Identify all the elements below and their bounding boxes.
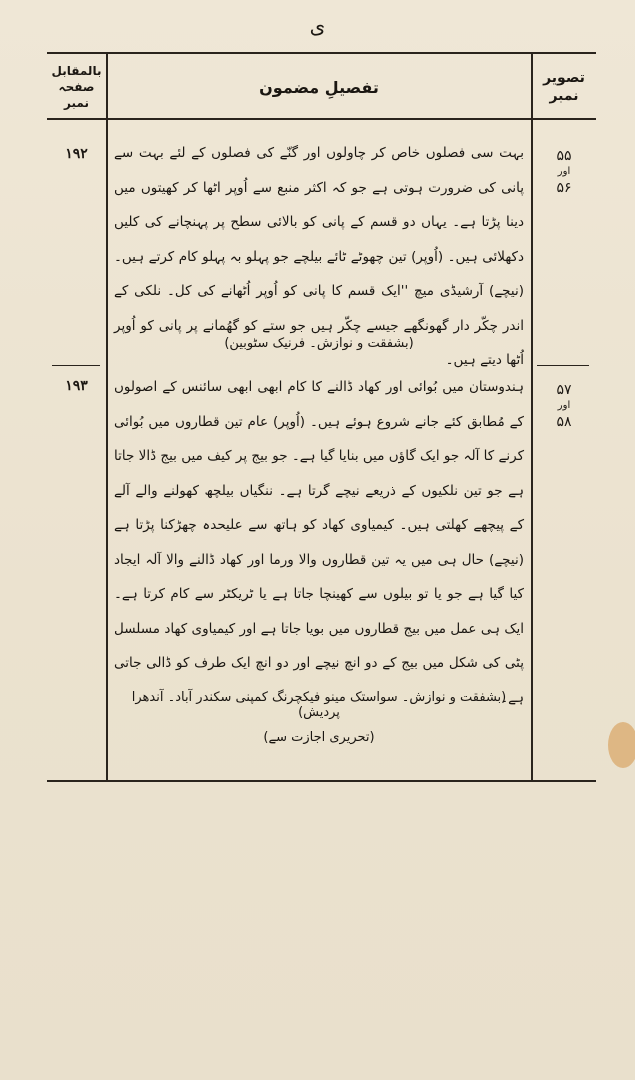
entry-1-figure-number: [533, 146, 595, 198]
header-figure-number: تصویر نمبر: [543, 70, 585, 104]
entry-2-permission: (تحریری اجازت سے): [263, 730, 375, 745]
table-left-divider: [106, 52, 108, 782]
entry-1-description: بہت سی فصلوں خاص کر چاولوں اور گنّے کی فصلوں کے لئے بہت سے پانی کی ضرورت ہوتی ہے جو کہ اکثر منبع سے اُوپر اٹھا کر کھیتوں میں دینا پڑتا ہے۔ یہاں دو قسم کے پانی کو بالائی سطح پر پہنچانے کی کلیں دکھلائی ہیں۔ (اُوپر) تین چھوٹے ٹائے بیلچے جو پہلو بہ پہلو کام کرتے ہیں۔ (نیچے) آرشیڈی میچ ''ایک قسم کا پانی کو اُوپر اُٹھانے کی کل۔ نلکی کے اندر چکّر دار گھونگھے جیسے چکّر ہیں جو ستے کو گھُمانے پر پانی کو اُوپر اُٹھا دیتے ہیں۔: [114, 145, 524, 368]
paper-stain: [608, 722, 635, 768]
entry-2-figure-connector: اور: [557, 400, 571, 411]
entry-2-figure-number: [533, 380, 595, 432]
entry-1-figure-first: ۵۵: [556, 148, 572, 164]
entry-2-figure-second: ۵۸: [556, 414, 572, 430]
entry-2-credit: (بشفقت و نوازش۔ سواستک مینو فیکچرنگ کمپنی سکندر آباد۔ آندھرا پردیش): [131, 690, 507, 720]
entry-2-figure-first: ۵۷: [556, 382, 572, 398]
table-header-rule: [47, 118, 596, 120]
entry-1-figure-second: ۵۶: [556, 180, 572, 196]
header-facing-page: بالمقابل صفحہ نمبر: [51, 64, 102, 110]
table-bottom-rule: [47, 780, 596, 782]
entry-1-facing-page: ۱۹۲: [65, 146, 88, 162]
entry-2-description: ہندوستان میں بُوائی اور کھاد ڈالنے کا کام ابھی ابھی سائنس کے اصولوں کے مُطابق کئے جانے شروع ہوئے ہیں۔ (اُوپر) عام تین قطاروں میں بُوائی کرنے کا آلہ جو ایک گاؤں میں بنایا گیا ہے۔ جو بیج پر کیف میں بیج ڈالا جاتا ہے جو تین نلکیوں کے ذریعے نیچے گرتا ہے۔ ننگیاں بیلچھ کھولنے والے آلے کے پیچھے کھلتی ہیں۔ کیمیاوی کھاد کو ہاتھ سے علیحدہ چھڑکنا پڑتا ہے (نیچے) حال ہی میں یہ تین قطاروں والا ورما اور کھاد ڈالنے والا آلہ ایجاد کیا گیا ہے جو یا تو بیلوں سے کھینچا جاتا ہے یا ٹریکٹر سے کام کرتا ہے۔ ایک ہی عمل میں بیج قطاروں میں بویا جاتا ہے اور کیمیاوی کھاد مسلسل پٹی کی شکل میں بیج کے دو انچ نیچے اور دو انچ ایک طرف کو ڈالی جاتی ہے۔: [114, 379, 524, 706]
entry-1-left-separator: [52, 365, 100, 366]
entry-1-right-separator: [537, 365, 589, 366]
header-details: تفصیلِ مضمون: [259, 77, 379, 97]
table-top-rule: [47, 52, 596, 54]
entry-2-facing-page: ۱۹۳: [65, 378, 88, 394]
entry-1-credit: (بشفقت و نوازش۔ فرنیک سٹوبین): [224, 336, 414, 351]
entry-1-figure-connector: اور: [557, 166, 571, 177]
page-number: ی: [309, 14, 326, 38]
